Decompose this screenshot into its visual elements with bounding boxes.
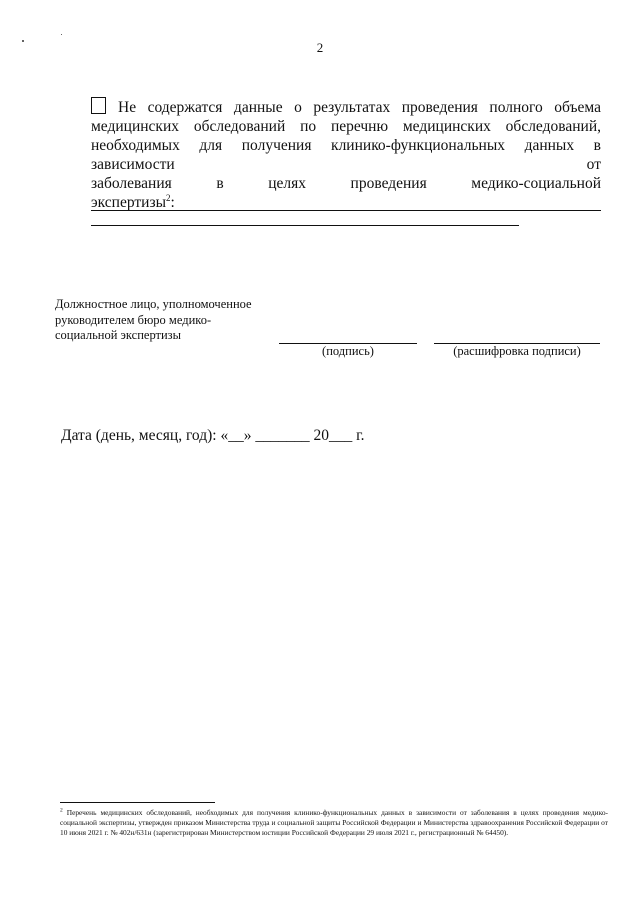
- footnote-separator: [60, 802, 215, 803]
- statement-line-4: заболевания в целях проведения медико-социальной: [91, 175, 601, 192]
- signature-caption: (подпись): [322, 344, 374, 358]
- statement-colon: :: [170, 194, 175, 211]
- official-label-line-3: социальной экспертизы: [55, 328, 182, 342]
- statement-line-3: необходимых для получения клинико-функциональных данных в зависимости от: [91, 137, 601, 173]
- signature-decode-caption: (расшифровка подписи): [453, 344, 581, 358]
- statement-text-1: Не содержатся данные о результатах проведения полного объема: [118, 99, 601, 116]
- official-label-line-1: Должностное лицо, уполномоченное: [55, 297, 252, 311]
- footnote: [60, 808, 608, 837]
- statement-line-1: [91, 97, 601, 117]
- footnote-marker: 2: [60, 807, 63, 814]
- statement-line-5: [91, 193, 601, 231]
- date-field[interactable]: Дата (день, месяц, год): «__» _______ 20___ г.: [61, 427, 365, 444]
- statement-fill-line[interactable]: [91, 213, 519, 226]
- statement-line-2: медицинских обследований по перечню медицинских обследований,: [91, 118, 601, 135]
- statement-text-5: экспертизы: [91, 194, 167, 211]
- footnote-reference: 2: [166, 192, 171, 203]
- statement-checkbox[interactable]: [91, 97, 106, 114]
- footnote-text: Перечень медицинских обследований, необходимых для получения клинико-функциональных данных в зависимости от заболевания в целях проведения медико-социальной экспертизы, утвержден приказом Министерства труда и социальной защиты Российской Федерации и Министерства здравоохранения Российской Федерации от 10 июня 2021 г. № 402н/631н (зарегистрирован Министерством юстиции Российской Федерации 29 июля 2021 г., регистрационный № 64450).: [60, 808, 608, 837]
- official-label: [55, 297, 285, 344]
- statement-fill-line-2[interactable]: [91, 210, 601, 211]
- scan-speck: [61, 34, 62, 35]
- page-number: 2: [316, 40, 324, 55]
- official-label-line-2: руководителем бюро медико-: [55, 312, 212, 327]
